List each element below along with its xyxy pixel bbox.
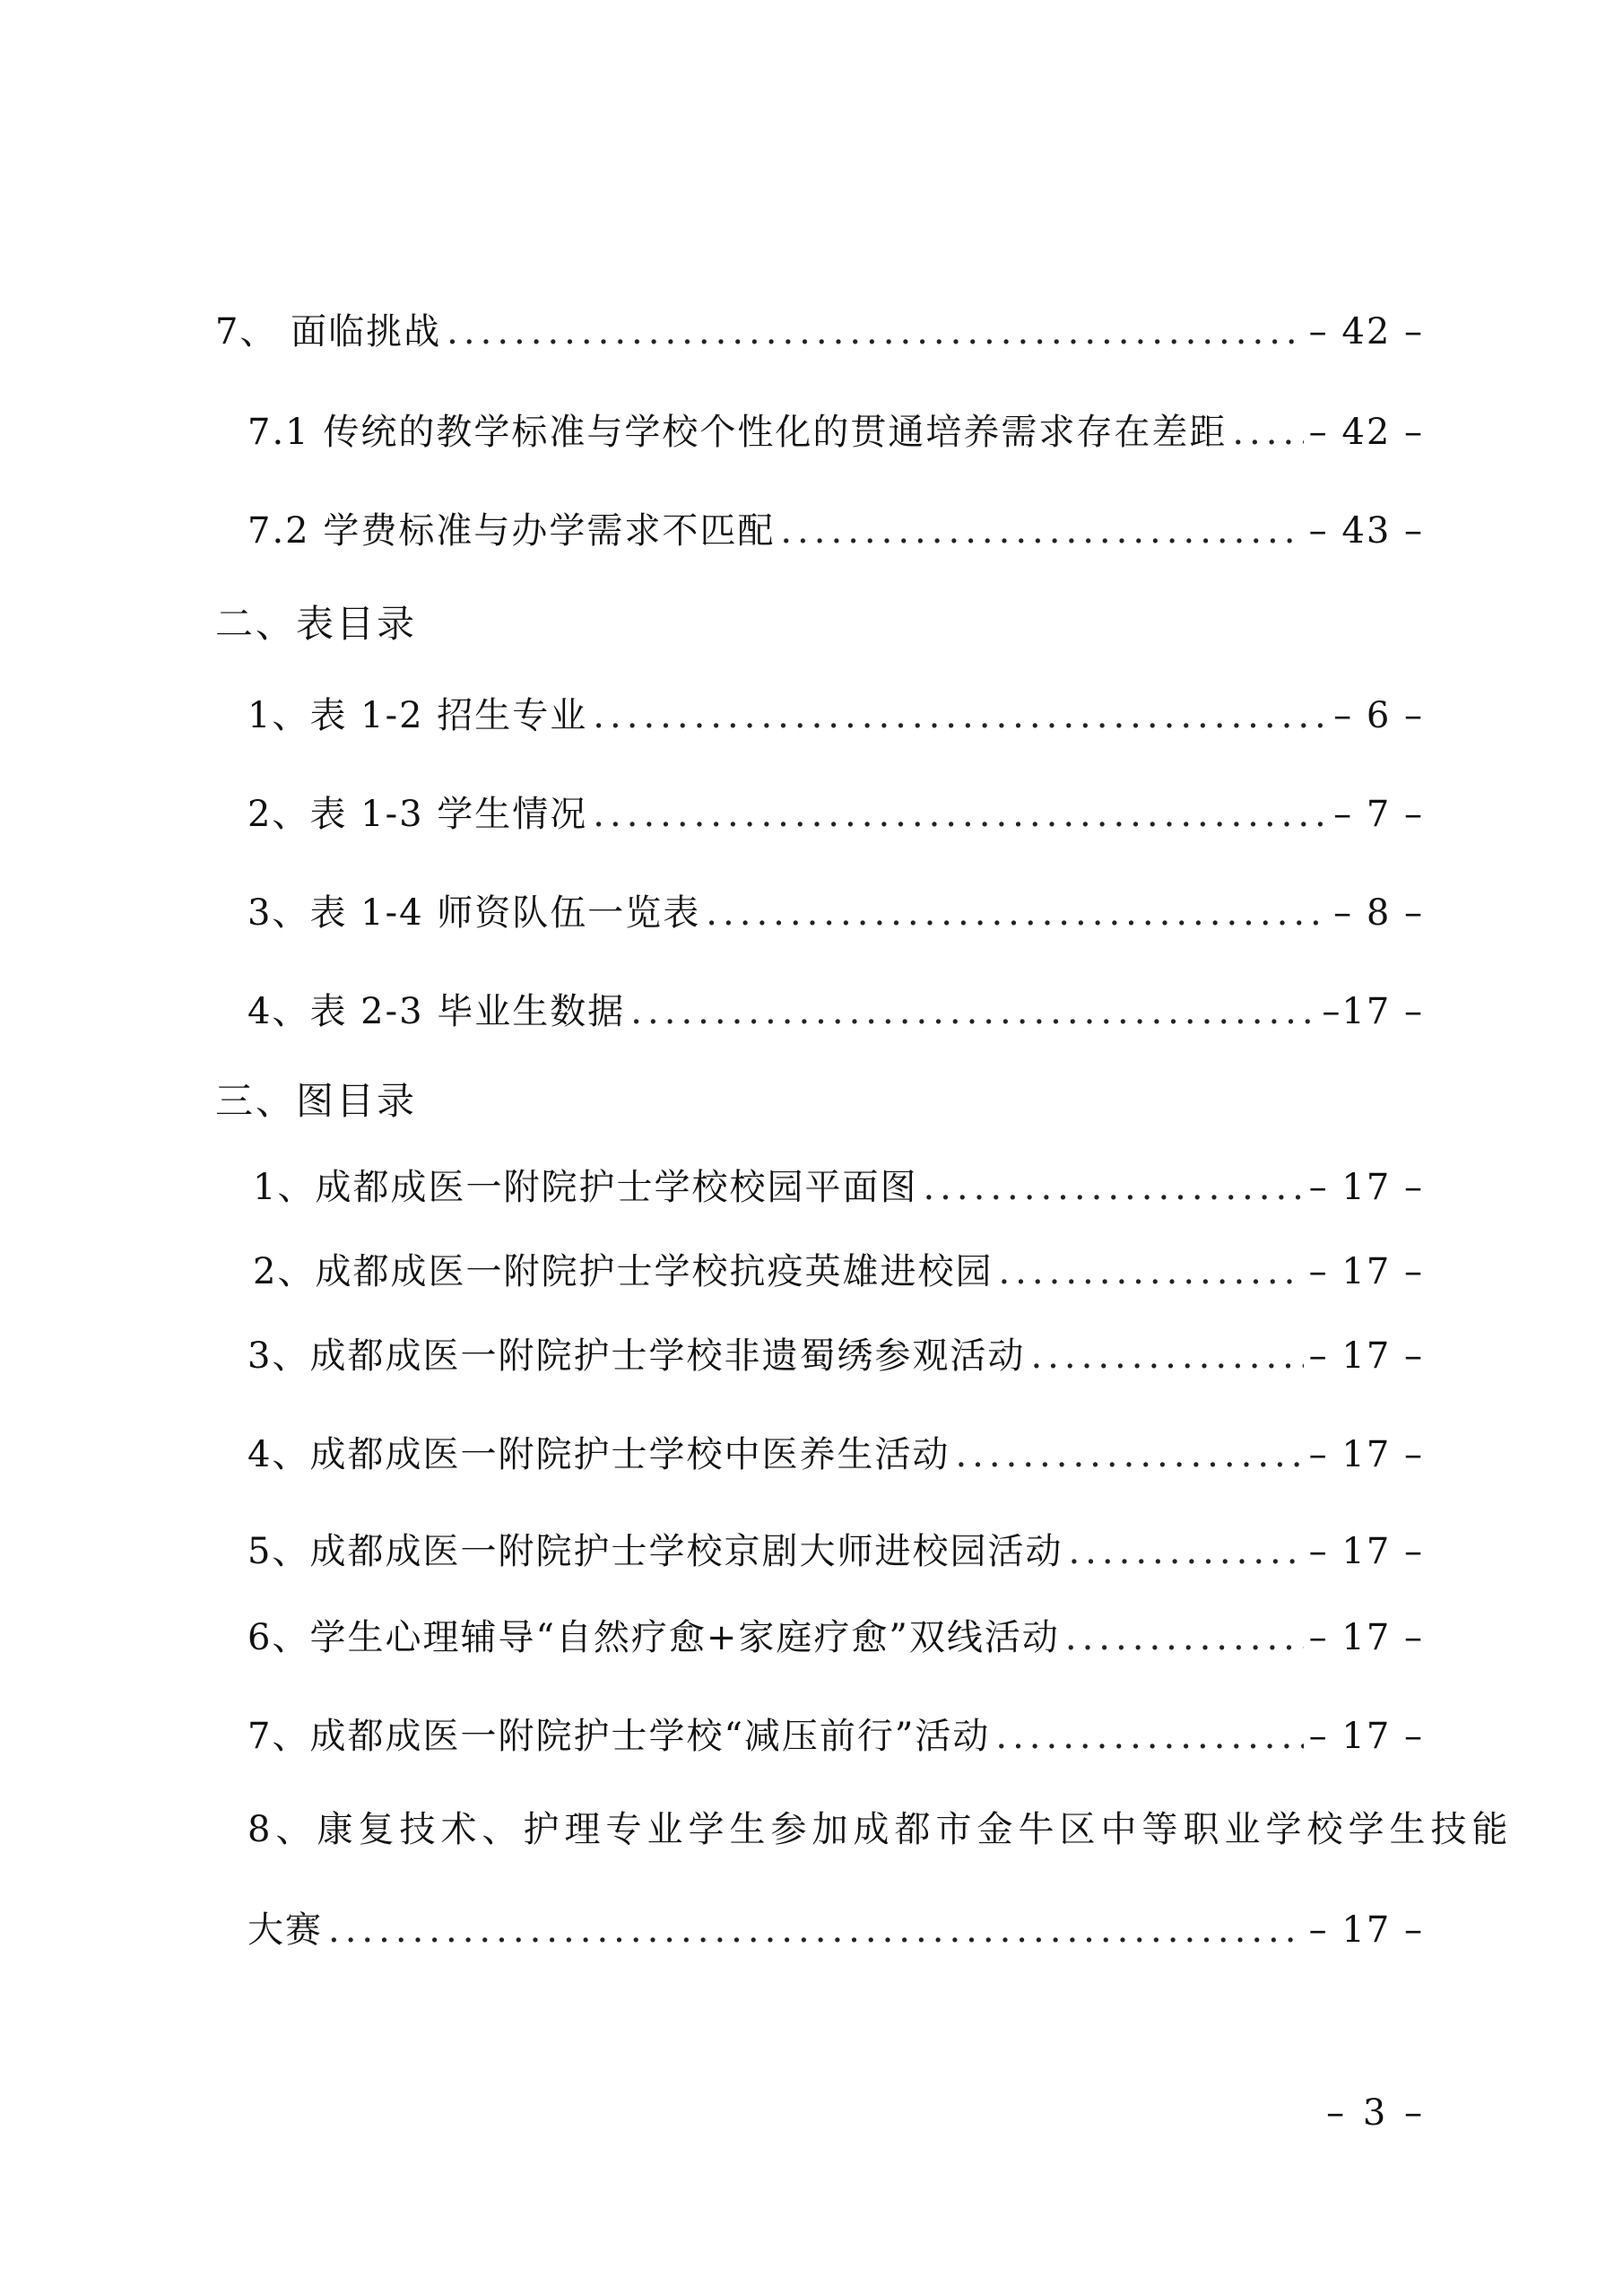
toc-entry-page: – 17 – — [1308, 1716, 1424, 1757]
toc-entry-label: 2、表 1-3 学生情况 — [247, 794, 588, 835]
section-heading-tables: 二、表目录 — [215, 602, 418, 646]
dot-leader — [923, 1164, 1303, 1211]
dot-leader — [1232, 409, 1303, 456]
toc-entry[interactable] — [215, 305, 1424, 355]
dot-leader — [447, 309, 1304, 355]
page-number: – 3 – — [1326, 2092, 1426, 2134]
toc-entry[interactable] — [247, 1428, 1424, 1478]
dot-leader — [630, 988, 1316, 1035]
toc-entry-page: – 17 – — [1308, 1335, 1424, 1377]
toc-entry-label: 1、表 1-2 招生专业 — [247, 695, 588, 736]
dot-leader — [1065, 1614, 1304, 1661]
toc-entry-page: – 17 – — [1308, 1531, 1424, 1572]
dot-leader — [328, 1907, 1304, 1953]
toc-entry-label: 4、表 2-3 毕业生数据 — [247, 991, 626, 1032]
toc-entry[interactable] — [247, 985, 1424, 1035]
toc-entry-page: – 8 – — [1333, 892, 1424, 934]
toc-entry-label-line2: 大赛 — [247, 1909, 323, 1951]
toc-entry[interactable] — [253, 1161, 1424, 1211]
toc-entry-label: 7.1 传统的教学标准与学校个性化的贯通培养需求存在差距 — [247, 412, 1228, 453]
toc-entry-page: – 17 – — [1308, 1617, 1424, 1658]
toc-entry[interactable] — [247, 1611, 1424, 1661]
toc-entry[interactable] — [247, 1525, 1424, 1575]
toc-entry-page: – 7 – — [1333, 794, 1424, 835]
section-heading-figures: 三、图目录 — [215, 1079, 418, 1123]
toc-entry-label: 7.2 学费标准与办学需求不匹配 — [247, 510, 776, 552]
toc-entry[interactable] — [247, 689, 1424, 739]
toc-entry-page: – 42 – — [1308, 412, 1424, 453]
dot-leader — [1068, 1528, 1303, 1575]
toc-entry-label: 3、成都成医一附院护士学校非遗蜀绣参观活动 — [247, 1335, 1026, 1377]
toc-entry-page: – 42 – — [1308, 311, 1424, 352]
dot-leader — [593, 791, 1328, 838]
toc-entry[interactable] — [247, 787, 1424, 838]
dot-leader — [955, 1431, 1303, 1478]
dot-leader — [706, 890, 1328, 936]
dot-leader — [998, 1248, 1303, 1295]
toc-entry-label: 4、成都成医一附院护士学校中医养生活动 — [247, 1434, 950, 1475]
dot-leader — [780, 508, 1303, 554]
toc-entry[interactable] — [247, 504, 1424, 554]
dot-leader — [1030, 1333, 1303, 1379]
toc-entry[interactable] — [247, 886, 1424, 936]
toc-entry[interactable] — [247, 1903, 1424, 1953]
toc-entry-label: 3、表 1-4 师资队伍一览表 — [247, 892, 701, 934]
dot-leader — [995, 1713, 1303, 1760]
toc-entry-label: 6、学生心理辅导“自然疗愈+家庭疗愈”双线活动 — [247, 1617, 1060, 1658]
toc-entry[interactable] — [247, 1329, 1424, 1379]
toc-entry-page: – 17 – — [1308, 1251, 1424, 1292]
toc-entry-page: – 17 – — [1308, 1167, 1424, 1208]
toc-entry-label: 5、成都成医一附院护士学校京剧大师进校园活动 — [247, 1531, 1063, 1572]
toc-entry[interactable] — [247, 1709, 1424, 1760]
toc-entry-label: 2、成都成医一附院护士学校抗疫英雄进校园 — [253, 1251, 994, 1292]
toc-entry-label: 7、 面临挑战 — [215, 311, 442, 352]
toc-entry[interactable] — [253, 1245, 1424, 1295]
toc-entry-page: –17 – — [1322, 991, 1424, 1032]
toc-entry-label: 1、成都成医一附院护士学校校园平面图 — [253, 1167, 918, 1208]
toc-entry-page: – 17 – — [1308, 1434, 1424, 1475]
toc-entry-page: – 6 – — [1333, 695, 1424, 736]
toc-entry-label-line1[interactable]: 8、康复技术、护理专业学生参加成都市金牛区中等职业学校学生技能 — [247, 1809, 1514, 1850]
toc-entry-label: 7、成都成医一附院护士学校“减压前行”活动 — [247, 1716, 991, 1757]
toc-entry-page: – 17 – — [1308, 1909, 1424, 1951]
toc-entry-page: – 43 – — [1308, 510, 1424, 552]
toc-entry[interactable] — [247, 405, 1424, 456]
dot-leader — [593, 692, 1328, 739]
